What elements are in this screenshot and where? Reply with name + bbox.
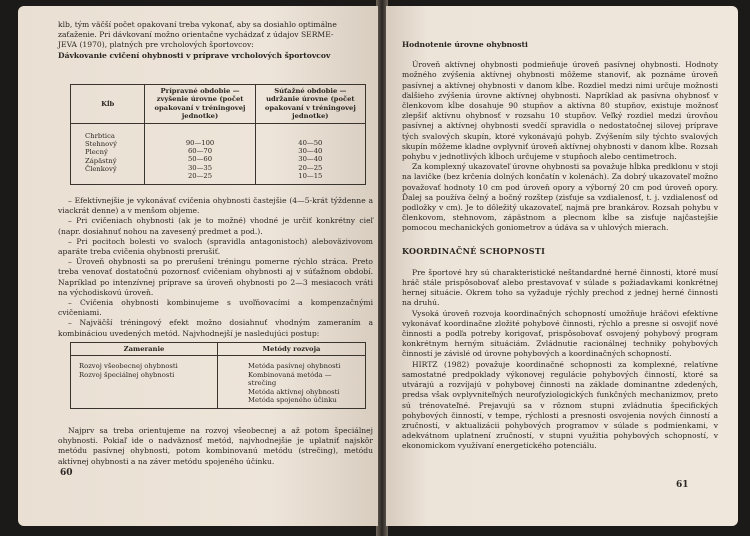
th-prep: Prípravné obdobie — zvyšenie úrovne (počet opakovaní v tréningovej jednotke) xyxy=(145,85,255,124)
right-page xyxy=(386,6,738,526)
col-prep xyxy=(145,123,255,184)
th-comp: Súťažné obdobie — udržanie úrovne (počet opakovaní v tréningovej jednotke) xyxy=(255,85,365,124)
closing-paragraph: Najprv sa treba orientujeme na rozvoj všeobecnej a až potom špeciálnej ohybnosti. Pokiaľ ide o nadväznosť metód, najvhodnejšie je uplatniť najskôr metódu pasívnej ohybnosti, potom kombinovanú metódu (strečing), metódu aktívnej ohybnosti a na záver metódu spojeného účinku. xyxy=(58,426,373,466)
comp-value: 20—25 xyxy=(298,163,323,172)
method-item: Metóda spojeného účinku xyxy=(248,396,337,405)
table-dosage xyxy=(70,84,366,185)
right-paragraph: HIRTZ (1982) považuje koordinačné schopnosti za komplexné, relatívne samostatné predpoklady výkonovej regulácie pohybových činností, ktoré sa utvárajú a rozvíjajú v pohybovej činnosti na základe dominantne zdedených, predsa však ovplyvniteľných neurofyziologických funkčných mechanizmov, preto sú trénovateľné. Prejavujú sa v rôznom stupni zvládnutia špecifických pohybových činností, v tempe, rýchlosti a presnosti osvojenia nových činností a zručností, v aktualizácii pohybových programov v súlade s podmienkami, v adekvátnom uplatnení zručností, v stupni využitia pohybových schopností, v ekonomickom využívaní energetického potenciálu. xyxy=(402,359,718,451)
section-heading: Hodnotenie úrovne ohybnosti xyxy=(402,40,528,49)
focus-item: Rozvoj všeobecnej ohybnosti xyxy=(79,362,178,371)
method-item: Metóda aktívnej ohybnosti xyxy=(248,387,340,396)
intro-line: klb, tým väčší počet opakovaní treba vykonať, aby sa dosiahlo optimálne xyxy=(58,20,337,29)
intro-line: zaťaženie. Pri dávkovaní možno orientačne vychádzať z údajov SERME- xyxy=(58,30,334,40)
col-joints xyxy=(71,123,145,184)
prep-value: 60—70 xyxy=(187,147,213,156)
chapter-heading: KOORDINAČNÉ SCHOPNOSTI xyxy=(402,245,546,256)
bullet-paragraph: – Pri cvičeniach ohybnosti (ak je to možné) vhodné je určiť konkrétny cieľ (napr. dosiahnuť nohou na zavesený predmet a pod.). xyxy=(58,216,373,236)
joint-name: Plecný xyxy=(85,148,108,157)
method-item: Metóda pasívnej ohybnosti xyxy=(248,362,341,371)
th-joint: Kĺb xyxy=(71,85,145,124)
left-bullets xyxy=(58,196,373,339)
right-paragraph: Za komplexný ukazovateľ úrovne ohybnosti sa považuje hĺbka predklonu v stoji na lavičke (bez krčenia dolných končatín v kolenách). Za dobrý ukazovateľ možno považovať hodnoty 10 cm pod úroveň opory a výborný 20 cm pod úroveň opory. Ďalej sa používa čelný a bočný rozštep (zisťuje sa vzdialenosť, t. j. vzdialenosť od podložky v cm). Je to dôležitý ukazovateľ, najmä pre brankárov. Rozsah pohybu v členkovom, stehnovom, zápästnom a plecnom kĺbe sa zisťuje najčastejšie pomocou mechanických goniometrov a údáva sa v uhlových mierach. xyxy=(402,162,718,233)
th-focus: Zameranie xyxy=(71,343,218,356)
bullet-paragraph: – Efektívnejšie je vykonávať cvičenia ohybnosti častejšie (4—5-krát týždenne a viackrát denne) a v menšom objeme. xyxy=(58,196,373,216)
comp-value: 30—40 xyxy=(298,147,323,156)
col-methods xyxy=(218,356,366,409)
method-item: Kombinovaná metóda — strečing xyxy=(248,370,332,388)
intro-line: JEVA (1970), platných pre vrcholových športovcov: xyxy=(58,40,254,50)
joint-name: Stehnový xyxy=(85,140,117,149)
right-text xyxy=(402,40,718,452)
bullet-paragraph: – Najväčší tréningový efekt možno dosiahnuť vhodným zameraním a kombináciou uvedených metód. Najvhodnejší je nasledujúci postup: xyxy=(58,318,373,338)
bullet-paragraph: – Pri pocitoch bolesti vo svaloch (spravidla antagonistoch) aleboväzivovom aparáte treba cvičenia ohybnosti prerušiť. xyxy=(58,236,373,257)
left-closing xyxy=(58,426,373,467)
page-number-right: 61 xyxy=(676,480,689,490)
th-methods: Metódy rozvoja xyxy=(218,343,366,356)
right-paragraph: Vysoká úroveň rozvoja koordinačných schopností umožňuje hráčovi efektívne vykonávať koordinačne zložité pohybové činnosti, rýchlo a presne si osvojiť nové činnosti a podľa potreby korigovať, prispôsobovať osvojený pohybový program konkrétnym herným situáciám. Zvládnutie racionálnej techniky pohybových činností je závislé od úrovne pohybových a koordinačných schopností. xyxy=(402,308,718,359)
comp-value: 40—50 xyxy=(298,138,323,147)
left-page xyxy=(18,6,378,526)
right-paragraph: Úroveň aktívnej ohybnosti podmieňuje úroveň pasívnej ohybnosti. Hodnoty možného zvýšenia aktívnej ohybnosti môžeme stanoviť, ak poznáme úroveň pasívnej a aktívnej ohybnosti v danom kĺbe. Rozdiel medzi nimi určuje možnosti ďalšieho zvýšenia úrovne aktívnej ohybnosti. Napríklad ak pasívna ohybnosť v členkovom kĺbe dosahuje 90 stupňov a aktívna 80 stupňov, existuje možnosť zlepšiť aktívnu ohybnosť v rozsahu 10 stupňov. Veľký rozdiel medzi úrovňou pasívnej a aktívnej ohybnosti svedčí spravidla o nedostatočnej silovej príprave tých svalových skupín, ktoré vykonávajú pohyb. Zvýšením sily týchto svalových skupín môžeme kladne ovplyvniť úroveň aktívnej ohybnosti v danom kĺbe. Rozsah pohybu v jednotlivých kĺboch určujeme v stupňoch alebo centimetroch. xyxy=(402,60,718,162)
focus-item: Rozvoj špeciálnej ohybnosti xyxy=(79,370,175,379)
bullet-paragraph: – Cvičenia ohybnosti kombinujeme s uvoľňovacími a kompenzačnými cvičeniami. xyxy=(58,298,373,318)
page-number-left: 60 xyxy=(60,468,73,478)
prep-value: 20—25 xyxy=(187,172,213,181)
left-intro xyxy=(58,20,373,61)
col-focus xyxy=(71,356,218,409)
joint-name: Chrbtica xyxy=(85,131,115,140)
comp-value: 10—15 xyxy=(298,172,323,181)
joint-name: Zápästný xyxy=(85,156,117,165)
prep-value: 50—60 xyxy=(187,155,213,164)
joint-name: Členkový xyxy=(85,165,117,174)
right-paragraph: Pre športové hry sú charakteristické neštandardné herné činnosti, ktoré musí hráč stále prispôsobovať alebo prestavovať v súlade s požiadavkami konkrétnej hernej situácie. Okrem toho sa vyžaduje rýchly prechod z jednej herné činnosti na druhú. xyxy=(402,267,718,308)
col-comp xyxy=(255,123,365,184)
table1-caption: Dávkovanie cvičení ohybnosti v príprave vrcholových športovcov xyxy=(58,50,331,60)
table-methods xyxy=(70,342,366,409)
prep-value: 90—100 xyxy=(185,138,215,147)
prep-value: 30—35 xyxy=(187,163,213,172)
comp-value: 30—40 xyxy=(298,155,323,164)
bullet-paragraph: – Úroveň ohybnosti sa po prerušení tréningu pomerne rýchlo stráca. Preto treba venovať dostatočnú pozornosť cvičeniam ohybnosti aj v súťažnom období. Napríklad po intenzívnej príprave sa úroveň ohybnosti po 2—3 mesiacoch vráti na východiskovú úroveň. xyxy=(58,257,373,297)
